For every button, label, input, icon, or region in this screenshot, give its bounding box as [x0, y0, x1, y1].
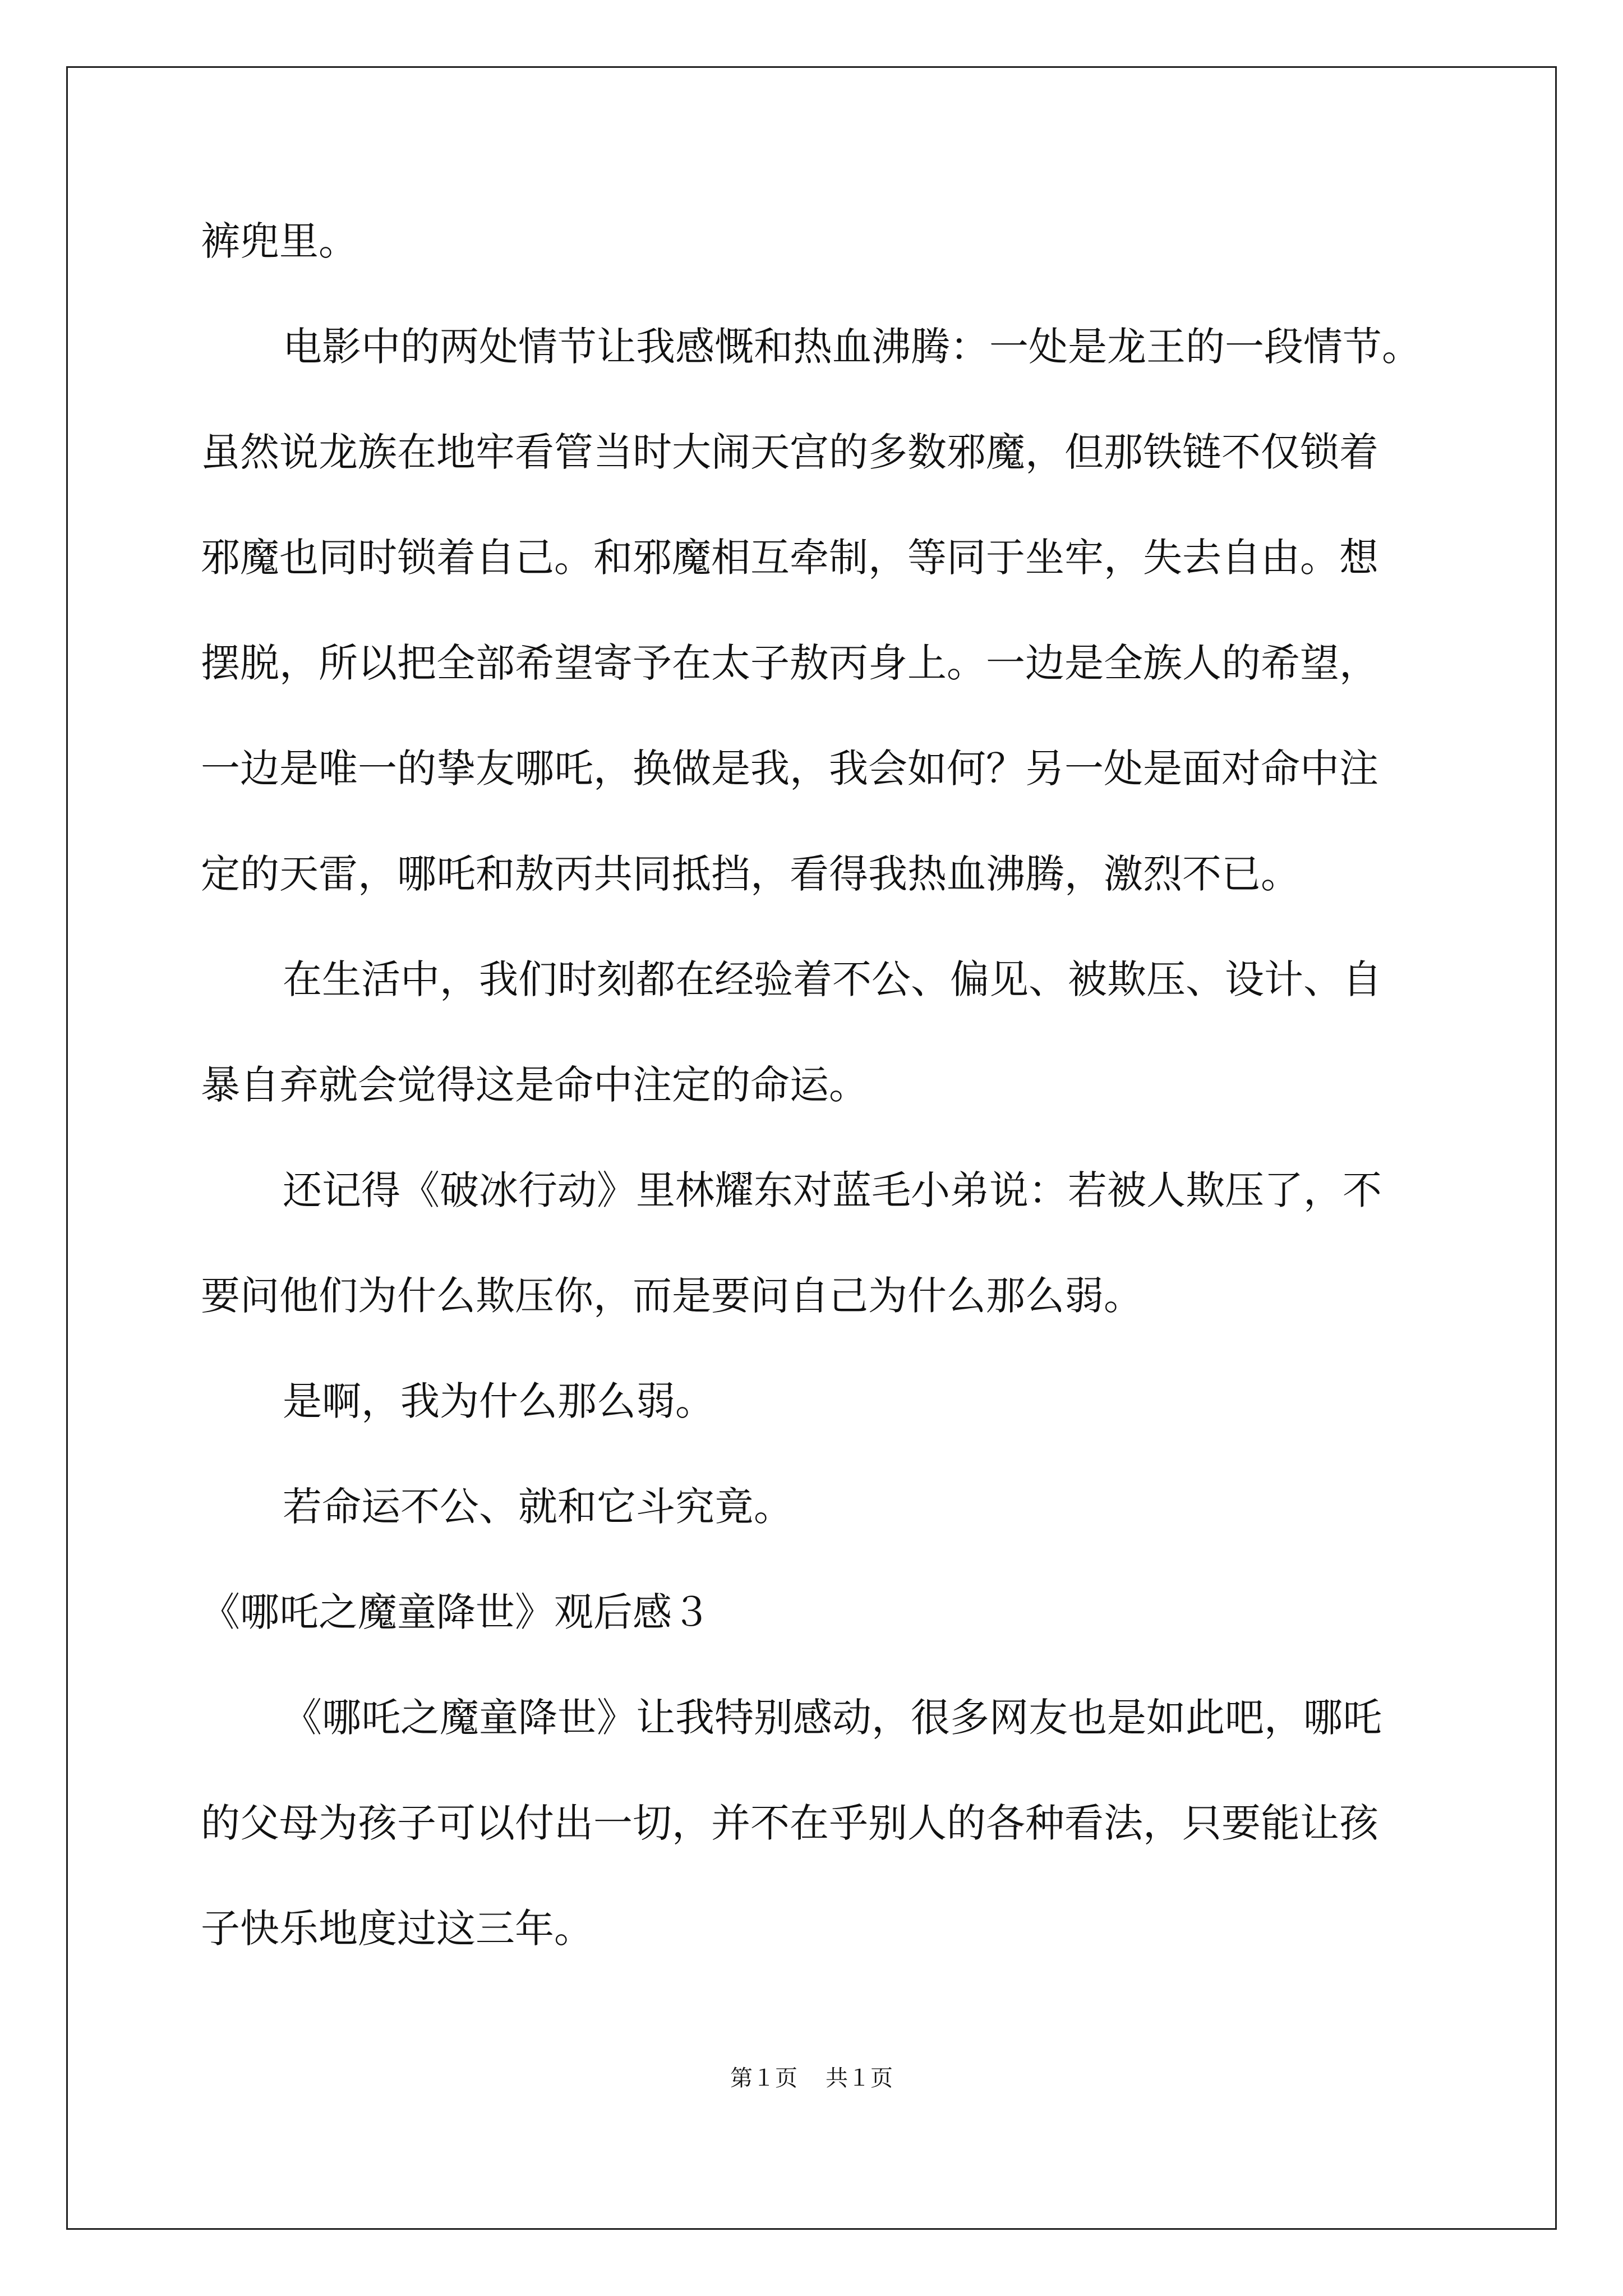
page-total: 共１页 — [826, 2065, 893, 2091]
paragraph-start: 在生活中，我们时刻都在经验着不公、偏见、被欺压、设计、自 — [283, 956, 1382, 1002]
text-line: 虽然说龙族在地牢看管当时大闹天宫的多数邪魔，但那铁链不仅锁着 — [201, 429, 1378, 475]
paragraph-start: 若命运不公、就和它斗究竟。 — [283, 1484, 793, 1530]
text-line: 一边是唯一的挚友哪吒，换做是我，我会如何？另一处是面对命中注 — [201, 746, 1378, 792]
text-line: 邪魔也同时锁着自己。和邪魔相互牵制，等同于坐牢，失去自由。想 — [201, 535, 1378, 581]
text-line: 定的天雷，哪吒和敖丙共同抵挡，看得我热血沸腾，激烈不已。 — [201, 851, 1300, 897]
text-line: 的父母为孩子可以付出一切，并不在乎别人的各种看法，只要能让孩 — [201, 1800, 1378, 1846]
paragraph-start: 还记得《破冰行动》里林耀东对蓝毛小弟说：若被人欺压了，不 — [283, 1167, 1382, 1213]
paragraph-start: 《哪吒之魔童降世》让我特别感动，很多网友也是如此吧，哪吒 — [283, 1695, 1382, 1741]
paragraph-start: 电影中的两处情节让我感慨和热血沸腾：一处是龙王的一段情节。 — [283, 324, 1421, 370]
text-line: 暴自弃就会觉得这是命中注定的命运。 — [201, 1062, 868, 1108]
page-number: 第１页 — [730, 2065, 797, 2091]
page-footer — [0, 2064, 1623, 2092]
text-line: 子快乐地度过这三年。 — [201, 1906, 593, 1952]
text-line: 要问他们为什么欺压你，而是要问自己为什么那么弱。 — [201, 1273, 1143, 1319]
text-line: 裤兜里。 — [201, 218, 358, 264]
section-heading: 《哪吒之魔童降世》观后感３ — [201, 1589, 711, 1635]
text-line: 摆脱，所以把全部希望寄予在太子敖丙身上。一边是全族人的希望， — [201, 640, 1378, 686]
paragraph-start: 是啊，我为什么那么弱。 — [283, 1378, 714, 1424]
